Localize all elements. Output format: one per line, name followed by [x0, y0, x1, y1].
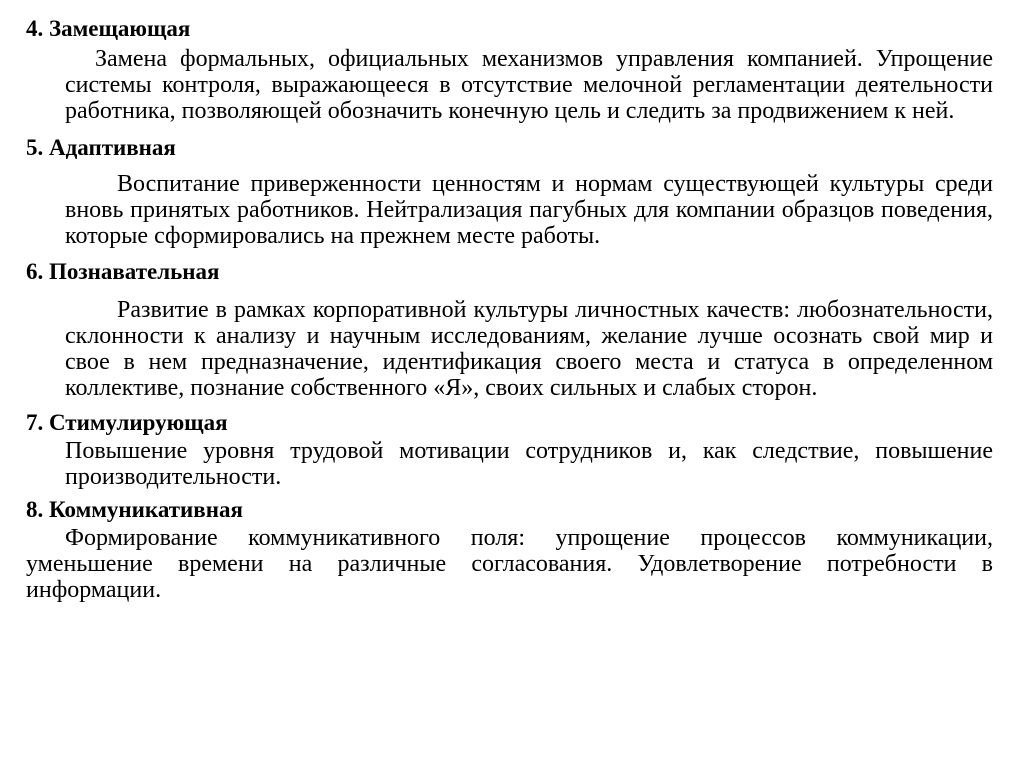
- section-text: Воспитание приверженности ценностям и нормам существующей культуры среди вновь принятых работников. Нейтрализация пагубных для компании образцов поведения, которые сформировались на прежнем месте работы.: [65, 171, 993, 249]
- section-adaptive: [26, 133, 993, 249]
- section-cognitive: [26, 257, 993, 401]
- section-stimulating: [26, 408, 993, 490]
- section-substitutive: [26, 14, 993, 124]
- section-communicative: [26, 495, 993, 603]
- section-heading: 8. Коммуникативная: [26, 497, 243, 522]
- section-text: Замена формальных, официальных механизмов управления компанией. Упрощение системы контроля, выражающееся в отсутствие мелочной регламентации деятельности работника, позволяющей обозначить конечную цель и следить за продвижением к ней.: [65, 46, 993, 124]
- section-text: Формирование коммуникативного поля: упрощение процессов коммуникации, уменьшение времени на различные согласования. Удовлетворение потребности в информации.: [26, 525, 993, 603]
- section-heading: 7. Стимулирующая: [26, 410, 228, 435]
- section-heading: 4. Замещающая: [26, 16, 191, 41]
- section-heading: 6. Познавательная: [26, 259, 220, 284]
- section-text: Повышение уровня трудовой мотивации сотрудников и, как следствие, повышение производительности.: [65, 438, 993, 490]
- section-heading: 5. Адаптивная: [26, 135, 176, 160]
- section-text: Развитие в рамках корпоративной культуры личностных качеств: любознательности, склонности к анализу и научным исследованиям, желание лучше осознать свой мир и свое в нем предназначение, идентификация своего места и статуса в определенном коллективе, познание собственного «Я», своих сильных и слабых сторон.: [65, 297, 993, 401]
